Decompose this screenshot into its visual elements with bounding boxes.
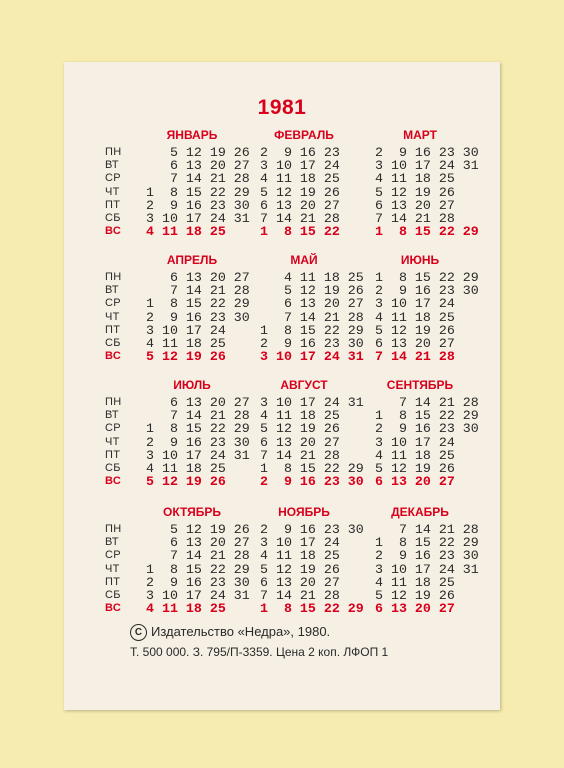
month-row: 7 14 21 28	[146, 408, 250, 424]
month-row: 4 11 18 25	[375, 309, 455, 325]
month-row: 2 9 16 23 30	[260, 522, 364, 537]
month-title: ОКТЯБРЬ	[162, 505, 221, 519]
weekday-label: ПН	[105, 396, 122, 408]
month-row: 4 11 18 25	[375, 574, 455, 590]
month-row: 7 14 21 28	[260, 447, 340, 463]
month-row: 5 12 19 26	[260, 283, 364, 299]
month-row: 2 9 16 23	[260, 145, 340, 160]
month-row: 1 8 15 22 29	[146, 561, 250, 577]
weekday-label: ВС	[105, 475, 122, 488]
print-info: Т. 500 000. З. 795/П-3359. Цена 2 коп. ЛФОП 1	[130, 645, 389, 659]
weekday-label: СБ	[105, 589, 121, 601]
month-row: 1 8 15 22	[260, 224, 340, 240]
month-row: 7 14 21 28	[375, 349, 455, 365]
month-row: 1 8 15 22 29	[260, 322, 364, 338]
month-row: 7 14 21 28	[146, 171, 250, 187]
weekday-label: ВТ	[105, 284, 119, 297]
month-row: 1 8 15 22 29	[260, 461, 364, 476]
month-row: 2 9 16 23 30	[146, 197, 250, 213]
month-title: НОЯБРЬ	[278, 505, 330, 519]
month-row: 6 13 20 27	[375, 474, 455, 490]
weekday-label: ВТ	[105, 159, 119, 172]
month-row: 1 8 15 22 29	[375, 270, 479, 285]
month-row: 7 14 21 28	[260, 309, 364, 325]
month-row: 2 9 16 23 30	[260, 474, 364, 490]
month-row: 6 13 20 27	[375, 601, 455, 617]
month-row: 5 12 19 26	[375, 322, 455, 338]
weekday-label: СР	[105, 172, 121, 185]
month-row: 4 11 18 25	[260, 270, 364, 285]
month-row: 7 14 21 28	[375, 211, 455, 226]
month-row: 1 8 15 22 29	[375, 408, 479, 424]
month-row: 6 13 20 27	[375, 336, 455, 351]
month-row: 3 10 17 24	[260, 535, 340, 551]
weekday-label: ВС	[105, 350, 122, 363]
month-row: 6 13 20 27	[260, 296, 364, 312]
month-title: МАРТ	[403, 128, 437, 142]
month-row: 3 10 17 24 31	[260, 395, 364, 410]
month-row: 1 8 15 22 29	[146, 296, 250, 312]
month-row: 4 11 18 25	[375, 171, 455, 187]
weekday-label: ПТ	[105, 448, 121, 461]
month-row: 3 10 17 24 31	[375, 158, 479, 174]
month-row: 6 13 20 27	[146, 535, 250, 551]
weekday-label: СБ	[105, 337, 121, 349]
month-title: АПРЕЛЬ	[166, 253, 218, 267]
month-row: 4 11 18 25	[260, 548, 340, 564]
weekday-label: ВС	[105, 225, 122, 238]
weekday-label: СБ	[105, 212, 121, 224]
month-row: 6 13 20 27	[146, 270, 250, 285]
month-row: 4 11 18 25	[375, 447, 455, 463]
weekday-label: ПН	[105, 146, 122, 158]
month-row: 2 9 16 23 30	[146, 434, 250, 450]
weekday-label: ЧТ	[105, 435, 120, 448]
month-row: 3 10 17 24 31	[375, 561, 479, 577]
weekday-label: ПТ	[105, 198, 121, 211]
month-row: 5 12 19 26	[375, 184, 455, 200]
month-row: 6 13 20 27	[375, 197, 455, 213]
month-row: 2 9 16 23 30	[375, 145, 479, 160]
month-title: ФЕВРАЛЬ	[274, 128, 334, 142]
month-row: 3 10 17 24	[146, 322, 226, 338]
month-row: 6 13 20 27	[146, 395, 250, 410]
month-row: 2 9 16 23 30	[375, 283, 479, 299]
month-row: 3 10 17 24 31	[260, 349, 364, 365]
month-row: 4 11 18 25	[146, 601, 226, 617]
month-row: 4 11 18 25	[146, 461, 226, 476]
weekday-label: ВТ	[105, 409, 119, 422]
month-row: 7 14 21 28	[260, 588, 340, 603]
month-title: ИЮЛЬ	[173, 378, 211, 392]
weekday-label: ПН	[105, 271, 122, 283]
month-row: 1 8 15 22 29	[146, 421, 250, 437]
month-row: 6 13 20 27	[146, 158, 250, 174]
month-title: СЕНТЯБРЬ	[386, 378, 454, 392]
month-row: 5 12 19 26	[375, 461, 455, 476]
month-row: 5 12 19 26	[146, 145, 250, 160]
month-row: 5 12 19 26	[146, 349, 226, 365]
weekday-label: СР	[105, 297, 121, 310]
month-row: 3 10 17 24	[375, 296, 455, 312]
month-title: АВГУСТ	[280, 378, 328, 392]
month-row: 2 9 16 23 30	[375, 548, 479, 564]
month-row: 1 8 15 22 29	[260, 601, 364, 617]
publisher-text: Издательство «Недра», 1980.	[151, 624, 331, 639]
month-row: 1 8 15 22 29	[146, 184, 250, 200]
month-row: 4 11 18 25	[146, 224, 226, 240]
weekday-label: ПТ	[105, 323, 121, 336]
month-title: ИЮНЬ	[400, 253, 440, 267]
weekday-label: ВТ	[105, 536, 119, 549]
month-row: 4 11 18 25	[260, 408, 340, 424]
month-row: 7 14 21 28	[146, 548, 250, 564]
month-row: 7 14 21 28	[146, 283, 250, 299]
month-row: 2 9 16 23 30	[260, 336, 364, 351]
month-title: ДЕКАБРЬ	[391, 505, 449, 519]
month-row: 5 12 19 26	[375, 588, 455, 603]
month-row: 6 13 20 27	[260, 574, 340, 590]
weekday-label: СР	[105, 549, 121, 562]
month-row: 5 12 19 26	[146, 474, 226, 490]
weekday-label: ЧТ	[105, 562, 120, 575]
month-row: 7 14 21 28	[260, 211, 340, 226]
weekday-label: ЧТ	[105, 185, 120, 198]
month-row: 5 12 19 26	[146, 522, 250, 537]
month-row: 5 12 19 26	[260, 184, 340, 200]
year-title: 1981	[257, 96, 307, 119]
month-row: 3 10 17 24 31	[146, 447, 250, 463]
month-row: 3 10 17 24 31	[146, 588, 250, 603]
month-row: 3 10 17 24	[375, 434, 455, 450]
copyright-icon: C	[130, 624, 147, 641]
month-row: 7 14 21 28	[375, 522, 479, 537]
month-row: 4 11 18 25	[260, 171, 340, 187]
month-title: ЯНВАРЬ	[166, 128, 218, 142]
weekday-label: ПН	[105, 523, 122, 535]
month-row: 6 13 20 27	[260, 434, 340, 450]
month-row: 7 14 21 28	[375, 395, 479, 410]
month-row: 2 9 16 23 30	[375, 421, 479, 437]
month-row: 4 11 18 25	[146, 336, 226, 351]
weekday-label: СБ	[105, 462, 121, 474]
weekday-label: ВС	[105, 602, 122, 615]
month-row: 2 9 16 23 30	[146, 574, 250, 590]
month-row: 3 10 17 24 31	[146, 211, 250, 226]
month-row: 3 10 17 24	[260, 158, 340, 174]
weekday-label: ПТ	[105, 575, 121, 588]
month-title: МАЙ	[290, 253, 318, 267]
month-row: 5 12 19 26	[260, 561, 340, 577]
month-row: 1 8 15 22 29	[375, 224, 479, 240]
month-row: 1 8 15 22 29	[375, 535, 479, 551]
month-row: 5 12 19 26	[260, 421, 340, 437]
month-row: 2 9 16 23 30	[146, 309, 250, 325]
weekday-label: ЧТ	[105, 310, 120, 323]
publisher-line	[130, 624, 330, 641]
weekday-label: СР	[105, 422, 121, 435]
month-row: 6 13 20 27	[260, 197, 340, 213]
